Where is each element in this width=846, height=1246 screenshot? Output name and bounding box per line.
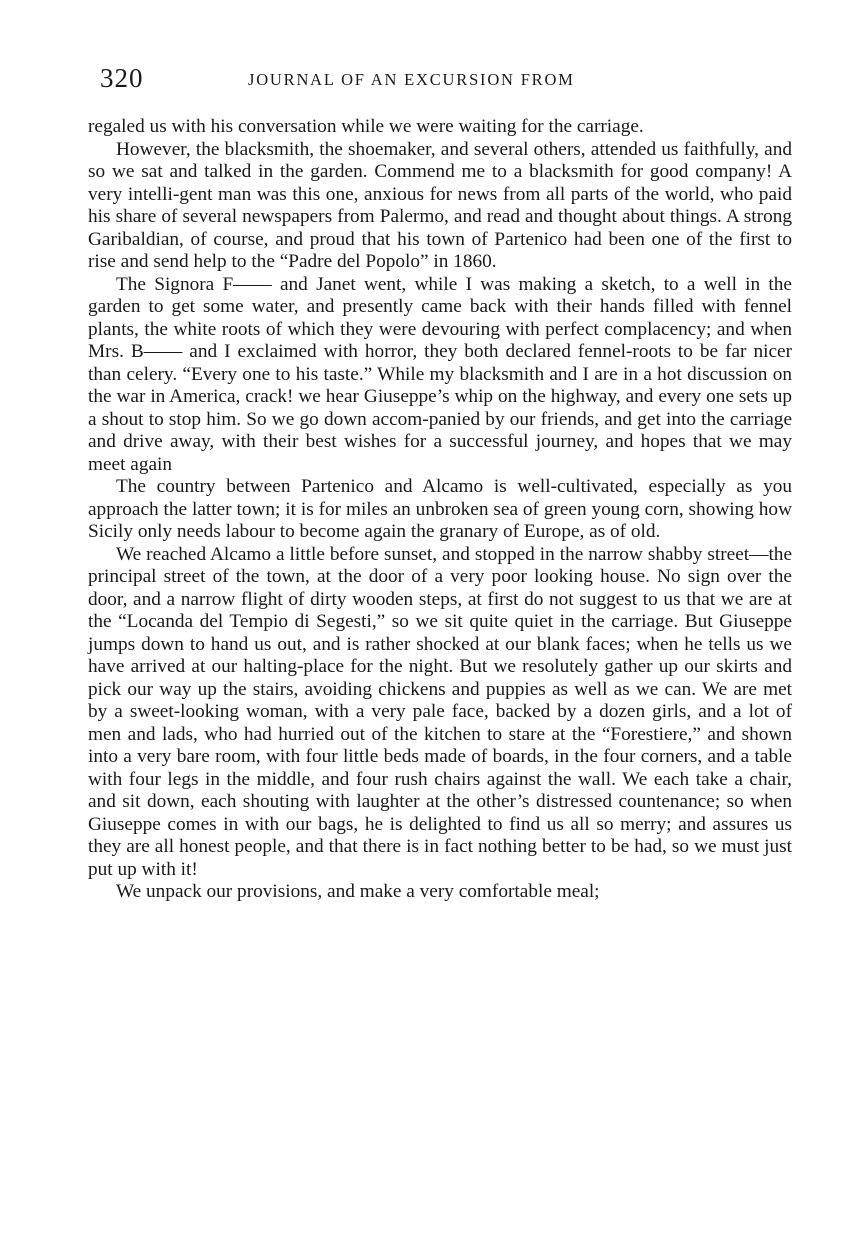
book-page: [88, 62, 792, 904]
running-head: [88, 62, 792, 102]
paragraph-blacksmith: However, the blacksmith, the shoemaker, and several others, attended us faithfully, and so we sat and talked in the garden. Commend me to a blacksmith for good company! A very intelli-gent man was this one, anxious for news from all parts of the world, who paid his share of several newspapers from Palermo, and read and thought about things. A strong Garibaldian, of course, and proud that his town of Partenico had been one of the first to rise and send help to the “Padre del Popolo” in 1860.: [88, 138, 792, 272]
body-text: [88, 116, 792, 904]
paragraph-countryside: The country between Partenico and Alcamo is well-cultivated, especially as you approach the latter town; it is for miles an unbroken sea of green young corn, showing how Sicily only needs labour to become again the granary of Europe, as of old.: [88, 476, 792, 542]
paragraph-alcamo: We reached Alcamo a little before sunset, and stopped in the narrow shabby street—the principal street of the town, at the door of a very poor looking house. No sign over the door, and a narrow flight of dirty wooden steps, at first do not suggest to us that we are at the “Locanda del Tempio di Segesti,” so we sit quite quiet in the carriage. But Giuseppe jumps down to hand us out, and is rather shocked at our blank faces; when he tells us we have arrived at our halting-place for the night. But we resolutely gather up our skirts and pick our way up the stairs, avoiding chickens and puppies as well as we can. We are met by a sweet-looking woman, with a very pale face, backed by a dozen girls, and a lot of men and lads, who had hurried out of the kitchen to stare at the “Forestiere,” and shown into a very bare room, with four little beds made of boards, in the four corners, and a table with four legs in the middle, and four rush chairs against the wall. We each take a chair, and sit down, each shouting with laughter at the other’s distressed countenance; so when Giuseppe comes in with our bags, he is delighted to find us all so merry; and assures us they are all honest people, and that there is in fact nothing better to be had, so we must just put up with it!: [88, 543, 792, 880]
paragraph-fennel: The Signora F—— and Janet went, while I was making a sketch, to a well in the garden to get some water, and presently came back with their hands filled with fennel plants, the white roots of which they were devouring with perfect complacency; and when Mrs. B—— and I exclaimed with horror, they both declared fennel-roots to be far nicer than celery. “Every one to his taste.” While my blacksmith and I are in a hot discussion on the war in America, crack! we hear Giuseppe’s whip on the highway, and every one sets up a shout to stop him. So we go down accom-panied by our friends, and get into the carriage and drive away, with their best wishes for a successful journey, and hopes that we may meet again: [88, 273, 792, 475]
page-number: 320: [100, 63, 144, 93]
running-title: JOURNAL OF AN EXCURSION FROM: [248, 70, 575, 89]
paragraph-continuation: regaled us with his conversation while we were waiting for the carriage.: [88, 116, 644, 137]
paragraph-provisions: We unpack our provisions, and make a very comfortable meal;: [116, 881, 600, 902]
